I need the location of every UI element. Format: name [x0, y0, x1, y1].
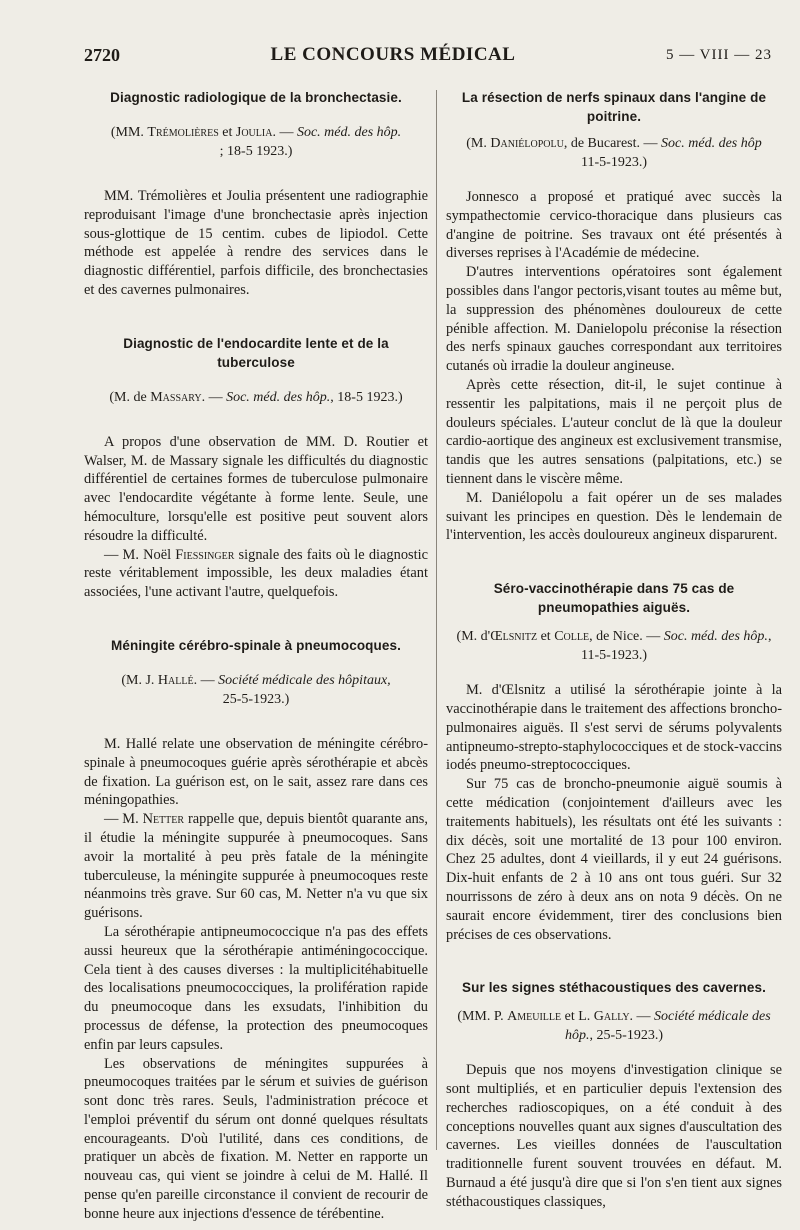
article-title: Séro-vaccinothérapie dans 75 cas de pneumopathies aiguës. — [493, 581, 735, 616]
article-paragraph: D'autres interventions opératoires sont également possibles dans l'angor pectoris,visant toutes au même but, la suppression des phénomènes douloureux de cette pénible affection. M. Danielopolu préconise la résection des nerfs spinaux gauches correspondant aux territoires cutanés où irradie la douleur angineuse. — [446, 264, 782, 375]
article-endocardite — [84, 334, 428, 602]
article-paragraph: A propos d'une observation de MM. D. Routier et Walser, M. de Massary signale les difficultés du diagnostic différentiel de certaines formes de tuberculose pulmonaire avec l'endocardite végétante à forme lente. Seule, une hémoculture, lorsqu'elle est positive peut souvent alors résoudre la difficulté. — [84, 433, 428, 544]
article-nerfs-spinaux — [446, 88, 782, 545]
page-number: 2720 — [84, 44, 120, 65]
page-header — [84, 42, 772, 68]
article-title: La résection de nerfs spinaux dans l'angine de poitrine. — [461, 90, 767, 124]
article-paragraph: Depuis que nos moyens d'investigation clinique se sont multipliés, et en particulier depuis l'extension des recherches radioscopiques, on a été conduit à des conceptions nouvelles quant aux signes d'auscultation des cavernes. Les vieilles données de l'auscultation traditionnelle furent souvent trouvées en défaut. M. Burnaud a été jusqu'à dire que si l'on s'en tient aux signes stéthacoustiques classiques, — [446, 1062, 782, 1210]
article-paragraph: Jonnesco a proposé et pratiqué avec succès la sympathectomie cervico-thoracique dans plusieurs cas d'angine de poitrine. Ses travaux ont été présentés à diverses reprises à l'Académie de médecine. — [446, 189, 782, 262]
article-reference: (M. d'Œlsnitz et Colle, de Nice. — Soc. méd. des hôp., 11-5-1923.) — [456, 629, 772, 664]
right-column — [446, 88, 782, 1212]
article-paragraph: La sérothérapie antipneumococcique n'a pas des effets aussi heureux que la sérothérapie antiméningococcique. Cela tient à des causes diverses : la multiplicitéhabituelle des localisations pneumococciques, la prolifération rapide du pneumocoque dans les exsudats, l'inhibition du processus de défense, la protection des pneumocoques enfin par leurs capsules. — [84, 923, 428, 1053]
article-reference: (MM. Trémolières et Joulia. — Soc. méd. des hôp. ; 18-5 1923.) — [110, 125, 402, 159]
article-paragraph: Après cette résection, dit-il, le sujet continue à ressentir les palpitations, mais il ne perçoit plus de douleurs spéciales. L'auteur conclut de là que la douleur cardio-aortique des angineux est exclusivement transmise, tandis que les autres sensations (palpitations, etc.) se tiennent dans le viscère même. — [446, 376, 782, 487]
article-bronchectasie — [84, 88, 428, 300]
journal-title: LE CONCOURS MÉDICAL — [270, 44, 516, 65]
article-paragraph: MM. Trémolières et Joulia présentent une radiographie reproduisant l'image d'une bronchectasie après injection sous-glottique de 15 centim. cubes de lipiodol. Cette méthode est appelée à rendre des services dans le diagnostic différentiel, parfois difficile, des bronchectasies et des cavernes pulmonaires. — [84, 188, 428, 298]
article-signes-stethacoustiques — [446, 978, 782, 1211]
article-reference: (M. J. Hallé. — Société médicale des hôpitaux, 25-5-1923.) — [121, 672, 391, 707]
article-paragraph: Les observations de méningites suppurées à pneumocoques traitées par le sérum et suivies de guérison sont donc très rares. Seuls, l'administration précoce et l'emploi préventif du sérum ont donné quelques résultats encourageants. D'où l'utilité, dans ces conditions, de pratiquer un abcès de fixation. M. Netter en rapporte un nouveau cas, qui vient se joindre à celui de M. Hallé. Il pense qu'en pareille circonstance il convient de recourir de bonne heure aux injections d'essence de térébentine. — [84, 1055, 428, 1222]
article-paragraph: — M. Netter rappelle que, depuis bientôt quarante ans, il étudie la méningite suppurée à pneumocoques. Sans avoir la mortalité à peu près fatale de la méningite tuberculeuse, la méningite suppurée à pneumocoques reste néanmoins très grave. Sur 60 cas, M. Netter n'a vu que six guérisons. — [84, 811, 428, 922]
article-paragraph: Sur 75 cas de broncho-pneumonie aiguë soumis à cette médication (conjointement d'ailleurs avec les traitements habituels), les résultats ont été les suivants : dix décès, soit une mortalité de 13 pour 100 environ. Chez 25 adultes, dont 4 vieillards, il y eut 24 guérisons. Dix-huit enfants de 2 à 10 ans ont tous guéri. Sur 32 nourrissons de zéro à deux ans on nota 9 décès. On ne saurait encore évidemment, tirer des conclusions bien précises de ces observations. — [446, 776, 782, 943]
article-paragraph: M. Hallé relate une observation de méningite cérébro-spinale à pneumocoques guérie après sérothérapie et abcès de fixation. La guérison est, on le sait, assez rare dans ces méningopathies. — [84, 735, 428, 809]
article-sero-vaccinotherapie — [446, 579, 782, 944]
article-title: Sur les signes stéthacoustiques des cavernes. — [462, 980, 766, 996]
article-paragraph: — M. Noël Fiessinger signale des faits où le diagnostic reste véritablement impossible, les deux maladies étant associées, l'une activant l'autre, quelquefois. — [84, 546, 428, 601]
article-title: Diagnostic radiologique de la bronchectasie. — [110, 90, 402, 105]
article-meningite — [84, 636, 428, 1224]
article-reference: (MM. P. Ameuille et L. Gally. — Société médicale des hôp., 25-5-1923.) — [457, 1009, 771, 1044]
column-divider — [436, 90, 437, 1150]
article-paragraph: M. d'Œlsnitz a utilisé la sérothérapie jointe à la vaccinothérapie dans le traitement des affections broncho-pulmonaires aiguës. Il s'est servi de sérums polyvalents antipneumo-strepto-staphylococciques et de stock-vaccins iodés pneumo-streptococciques. — [446, 682, 782, 774]
article-title: Méningite cérébro-spinale à pneumocoques. — [111, 637, 401, 653]
article-reference: (M. Daniélopolu, de Bucarest. — Soc. méd. des hôp 11-5-1923.) — [466, 136, 762, 170]
article-paragraph: M. Daniélopolu a fait opérer un de ses malades suivant les principes en question. Dès le lendemain de l'intervention, les accès douloureux angineux disparurent. — [446, 489, 782, 544]
issue-date: 5 — VIII — 23 — [665, 46, 772, 63]
article-title: Diagnostic de l'endocardite lente et de la tuberculose — [123, 335, 389, 370]
left-column — [84, 88, 428, 1224]
article-reference: (M. de Massary. — Soc. méd. des hôp., 18-5 1923.) — [109, 389, 403, 405]
